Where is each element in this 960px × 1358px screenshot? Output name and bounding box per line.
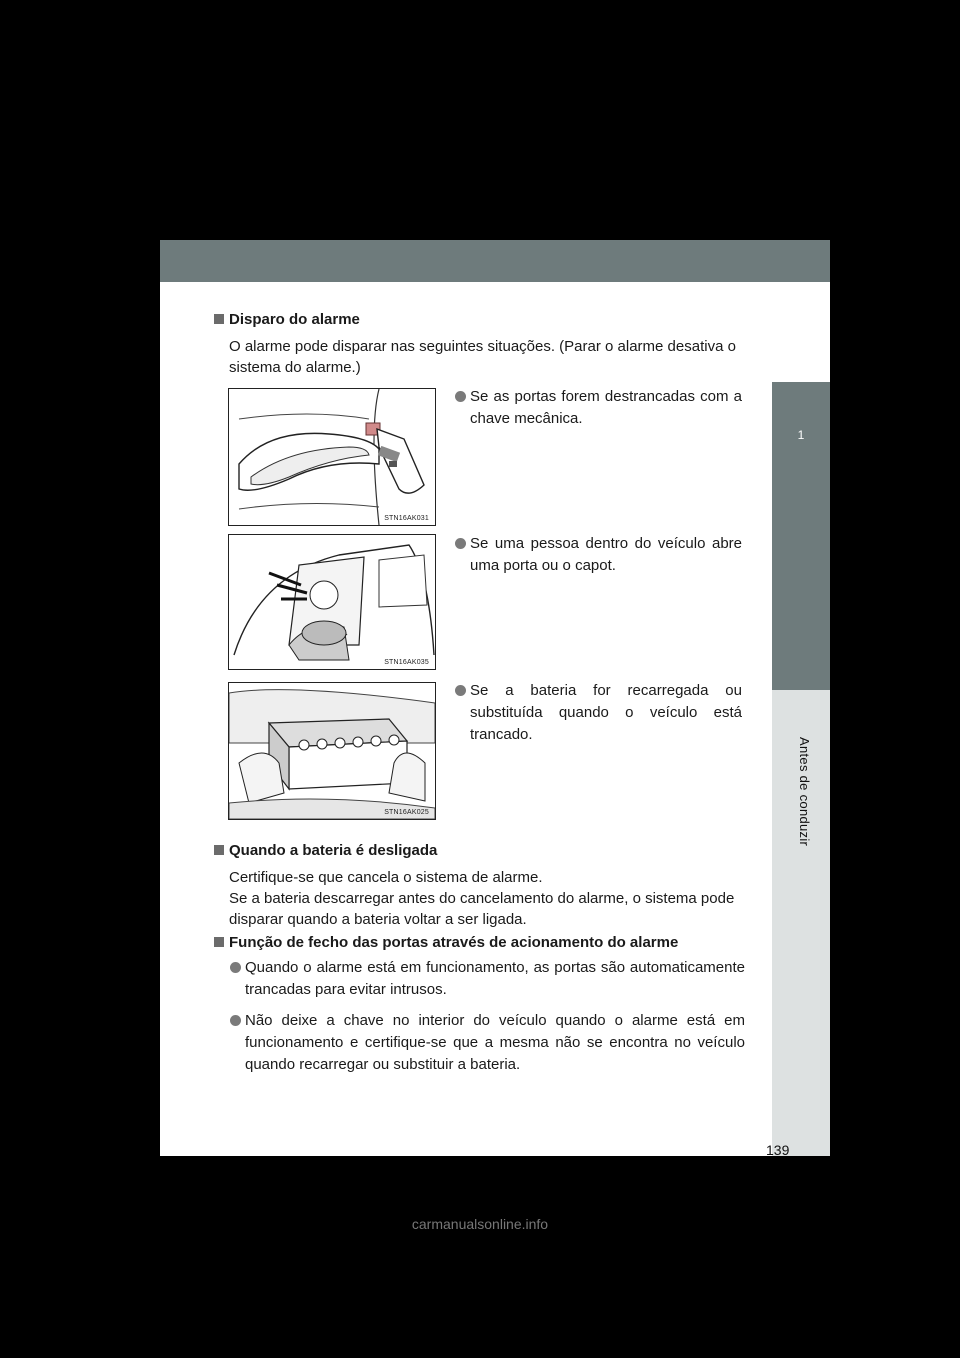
door-key-illustration: [229, 389, 435, 525]
section-heading: [214, 933, 678, 953]
section-title: Função de fecho das portas através de acionamento do alarme: [229, 934, 679, 951]
square-bullet-icon: [214, 845, 224, 855]
page-number: 139: [766, 1142, 790, 1158]
round-bullet-icon: [455, 538, 466, 549]
section-heading: [214, 841, 437, 861]
figure-door-key: [228, 388, 436, 526]
figure-battery: [228, 682, 436, 820]
section-heading: [214, 310, 360, 330]
chapter-title: Antes de conduzir: [797, 737, 812, 847]
square-bullet-icon: [214, 314, 224, 324]
watermark-footer: carmanualsonline.info: [411, 1216, 549, 1232]
figure-code: STN16AK031: [384, 515, 429, 522]
list-item: Não deixe a chave no interior do veículo quando o alarme está em funcionamento e certifique-se que a mesma não se encontra no veículo quando recarregar ou substituir a bateria.: [245, 1010, 745, 1076]
section-title: Disparo do alarme: [229, 311, 360, 328]
section-text: O alarme pode disparar nas seguintes situações. (Parar o alarme desativa o sistema do alarme.): [229, 338, 736, 376]
list-item: Se a bateria for recarregada ou substituída quando o veículo está trancado.: [470, 680, 742, 746]
header-bar: [160, 240, 830, 282]
figure-person-door: [228, 534, 436, 670]
battery-illustration: [229, 683, 435, 819]
round-bullet-icon: [455, 685, 466, 696]
chapter-number: 1: [797, 428, 805, 442]
section-text: Se a bateria descarregar antes do cancelamento do alarme, o sistema pode disparar quando a bateria voltar a ser ligada.: [229, 890, 735, 928]
figure-code: STN16AK035: [384, 659, 429, 666]
round-bullet-icon: [230, 1015, 241, 1026]
round-bullet-icon: [230, 962, 241, 973]
list-item: Se uma pessoa dentro do veículo abre uma porta ou o capot.: [470, 533, 742, 577]
list-item: Se as portas forem destrancadas com a chave mecânica.: [470, 386, 742, 430]
person-door-illustration: [229, 535, 435, 669]
section-title: Quando a bateria é desligada: [229, 842, 438, 859]
figure-code: STN16AK025: [384, 809, 429, 816]
manual-page: [160, 240, 830, 1156]
section-text: Certifique-se que cancela o sistema de alarme.: [229, 869, 543, 886]
square-bullet-icon: [214, 937, 224, 947]
round-bullet-icon: [455, 391, 466, 402]
list-item: Quando o alarme está em funcionamento, as portas são automaticamente trancadas para evitar intrusos.: [245, 957, 745, 1001]
